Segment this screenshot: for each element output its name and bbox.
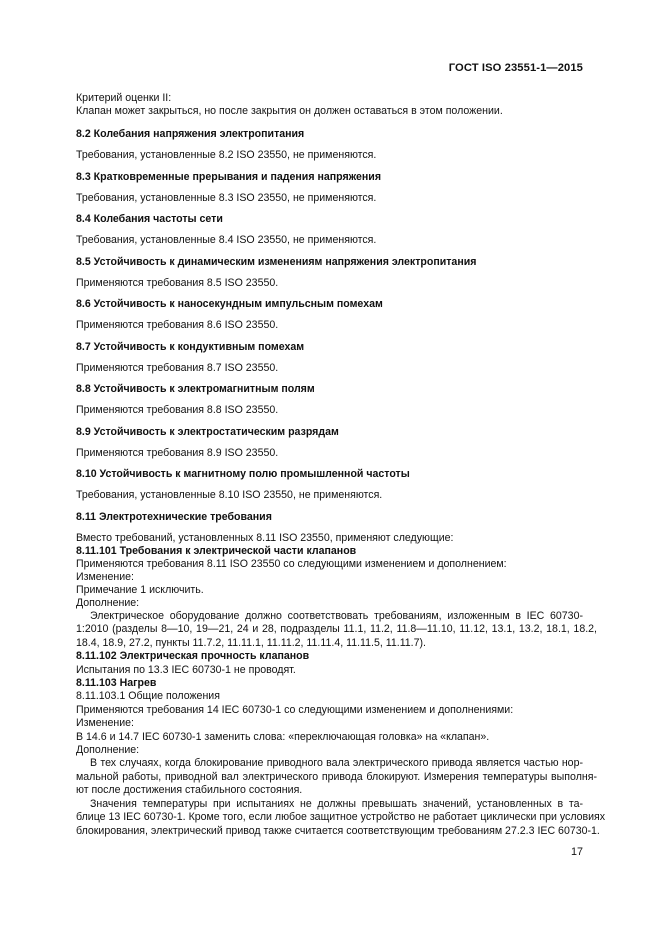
heading-8-2: 8.2 Колебания напряжения электропитания (76, 128, 305, 140)
paragraph-line: Значения температуры при испытаниях не должны превышать значений, установленных в та- (90, 797, 583, 810)
heading-8-8: 8.8 Устойчивость к электромагнитным полям (76, 383, 315, 395)
section-list-middle (76, 650, 583, 757)
text-8-10: Требования, установленные 8.10 ISO 23550, не применяются. (76, 489, 383, 501)
text-8-11-103-1: Применяются требования 14 IEC 60730-1 со следующими изменением и дополнениями: (76, 703, 514, 716)
heading-8-11-101: 8.11.101 Требования к электрической части клапанов (76, 545, 357, 557)
addition-label-1: Дополнение: (76, 597, 140, 609)
paragraph-line: 1:2010 (разделы 8—10, 19—21, 24 и 28, подразделы 11.1, 11.2, 11.8—11.10, 11.12, 13.1, 13.2, 18.1, 18.2, (76, 623, 597, 636)
text-8-11-101: Применяются требования 8.11 ISO 23550 со следующими изменением и дополнением: (76, 558, 507, 570)
paragraph-temperature (76, 797, 606, 838)
paragraph-line: Электрическое оборудование должно соответствовать требованиям, изложенным в IEC 60730- (90, 610, 583, 622)
change-text-1: Примечание 1 исключить. (76, 584, 204, 596)
document-body (76, 92, 606, 838)
change-label-1: Изменение: (76, 571, 134, 583)
heading-8-11-103-1: 8.11.103.1 Общие положения (76, 690, 220, 703)
criterion-text: Клапан может закрыться, но после закрытия он должен оставаться в этом положении. (76, 105, 503, 117)
criterion-label: Критерий оценки II: (76, 92, 172, 104)
heading-8-11-102: 8.11.102 Электрическая прочность клапанов (76, 650, 310, 663)
page-number: 17 (570, 846, 583, 858)
heading-8-11-103: 8.11.103 Нагрев (76, 677, 157, 690)
text-8-5: Применяются требования 8.5 ISO 23550. (76, 277, 279, 289)
paragraph-line: В тех случаях, когда блокирование приводного вала электрического привода является частью нор- (90, 757, 583, 770)
text-8-6: Применяются требования 8.6 ISO 23550. (76, 319, 279, 331)
heading-8-5: 8.5 Устойчивость к динамическим изменениям напряжения электропитания (76, 256, 477, 268)
paragraph-line: ют после достижения стабильного состояния. (76, 784, 303, 797)
text-8-2: Требования, установленные 8.2 ISO 23550, не применяются. (76, 149, 377, 161)
change-text-2: В 14.6 и 14.7 IEC 60730-1 заменить слова: «переключающая головка» на «клапан». (76, 730, 490, 743)
text-8-9: Применяются требования 8.9 ISO 23550. (76, 447, 279, 459)
heading-8-7: 8.7 Устойчивость к кондуктивным помехам (76, 341, 305, 353)
text-8-11-intro: Вместо требований, установленных 8.11 ISO 23550, применяют следующие: (76, 532, 454, 544)
paragraph-line: блице 13 IEC 60730-1. Кроме того, если любое защитное устройство не работает циклически при условиях (76, 811, 606, 824)
heading-8-10: 8.10 Устойчивость к магнитному полю промышленной частоты (76, 468, 410, 480)
text-8-8: Применяются требования 8.8 ISO 23550. (76, 404, 279, 416)
paragraph-blocking (76, 757, 597, 797)
addition-label-2: Дополнение: (76, 744, 140, 757)
paragraph-line: блокирования, электрический привод также считается соответствующим требованиям 27.2.3 IEC 60730-1. (76, 824, 600, 837)
heading-8-6: 8.6 Устойчивость к наносекундным импульсным помехам (76, 298, 383, 310)
change-label-2: Изменение: (76, 717, 134, 730)
heading-8-11: 8.11 Электротехнические требования (76, 511, 272, 523)
text-8-4: Требования, установленные 8.4 ISO 23550, не применяются. (76, 234, 377, 246)
paragraph-line: 18.4, 18.9, 27.2, пункты 11.7.2, 11.11.1, 11.11.2, 11.11.4, 11.11.5, 11.11.7). (76, 636, 426, 649)
heading-8-9: 8.9 Устойчивость к электростатическим разрядам (76, 426, 339, 438)
document-header-id: ГОСТ ISO 23551-1—2015 (448, 62, 583, 74)
text-8-11-102: Испытания по 13.3 IEC 60730-1 не проводят. (76, 663, 296, 676)
section-list-top (76, 92, 583, 610)
paragraph-electrical-equipment (76, 610, 597, 650)
paragraph-line: мальной работы, приводной вал электрического привода блокируют. Измерения температуры выполня- (76, 770, 597, 783)
text-8-3: Требования, установленные 8.3 ISO 23550, не применяются. (76, 192, 377, 204)
heading-8-3: 8.3 Кратковременные прерывания и падения напряжения (76, 171, 381, 183)
text-8-7: Применяются требования 8.7 ISO 23550. (76, 362, 279, 374)
heading-8-4: 8.4 Колебания частоты сети (76, 213, 223, 225)
